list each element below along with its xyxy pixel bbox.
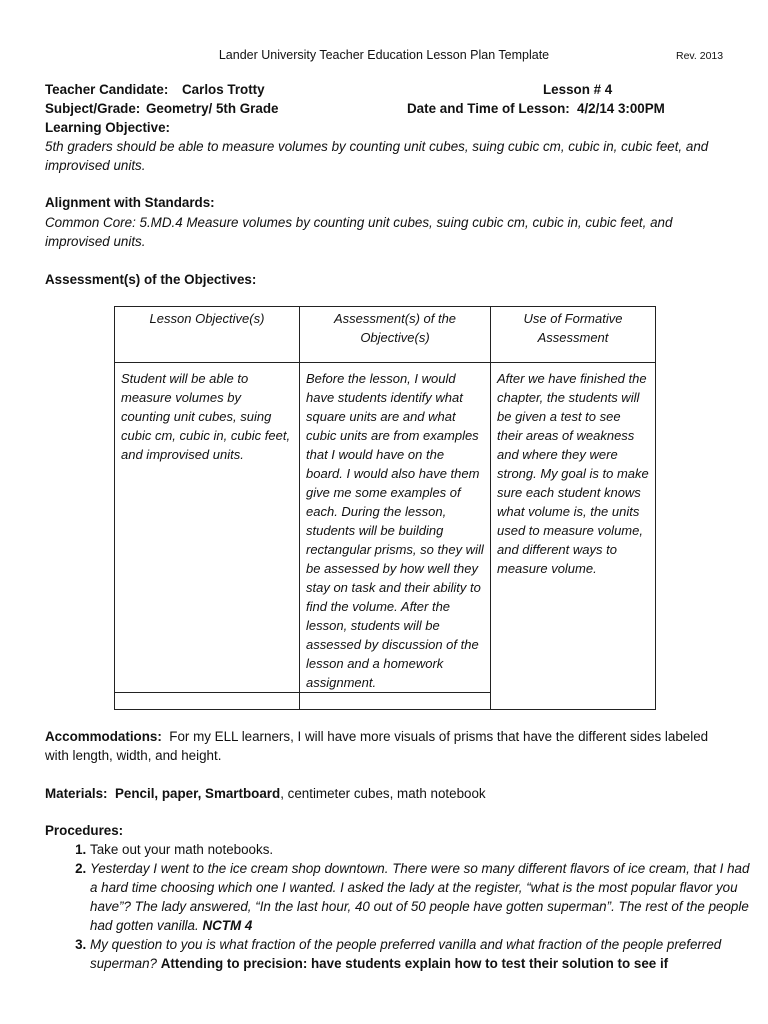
- document-title: Lander University Teacher Education Lesson Plan Template: [218, 48, 550, 62]
- candidate-name: Carlos Trotty: [182, 82, 265, 97]
- procedure-step-2-standard: NCTM 4: [202, 918, 253, 933]
- subject-grade-label: Subject/Grade:: [45, 101, 141, 116]
- table-header-row: [115, 307, 656, 363]
- header-lesson-objective: Lesson Objective(s): [115, 307, 300, 363]
- accommodations-text: For my ELL learners, I will have more visuals of prisms that have the different sides labeled with length, width, and height.: [45, 729, 709, 763]
- assessment-heading: Assessment(s) of the Objectives:: [45, 272, 257, 287]
- materials-text-a: Pencil, paper, Smartboard: [114, 786, 281, 801]
- lesson-number: Lesson # 4: [543, 82, 613, 97]
- procedures-list: [66, 840, 750, 973]
- procedures-heading: Procedures:: [45, 823, 124, 838]
- date-time-value: 4/2/14 3:00PM: [577, 101, 665, 116]
- subject-grade-value: Geometry/ 5th Grade: [146, 101, 279, 116]
- cell-assessment: Before the lesson, I would have students identify what square units are and what cubic units are from examples that I would have on the board. I would also have them give me some examples of each. During the lesson, students will be building rectangular prisms, so they will be assessed by how well they stay on task and their ability to find the volume. After the lesson, students will be assessed by discussion of the lesson and a homework assignment.: [300, 363, 491, 693]
- candidate-label: Teacher Candidate:: [45, 82, 169, 97]
- blank-cell: [300, 693, 491, 710]
- accommodations-label: Accommodations:: [45, 729, 162, 744]
- table-row: [115, 363, 656, 693]
- alignment-heading: Alignment with Standards:: [45, 195, 215, 210]
- cell-formative-use: After we have finished the chapter, the students will be given a test to see their areas of weakness and where they were strong. My goal is to make sure each student knows what volume is, the units used to measure volume, and different ways to measure volume.: [491, 363, 656, 710]
- list-item: [90, 935, 750, 973]
- header-assessment: Assessment(s) of the Objective(s): [300, 307, 491, 363]
- list-item: [90, 859, 750, 935]
- assessment-table: [114, 306, 656, 710]
- procedure-step-1: Take out your math notebooks.: [90, 842, 274, 857]
- cell-lesson-objective: Student will be able to measure volumes by counting unit cubes, suing cubic cm, cubic in, cubic feet, and improvised units.: [115, 363, 300, 693]
- learning-objective-heading: Learning Objective:: [45, 120, 171, 135]
- learning-objective-text: 5th graders should be able to measure volumes by counting unit cubes, suing cubic cm, cubic in, cubic feet, and improvised units.: [45, 139, 709, 173]
- materials-text-b: , centimeter cubes, math notebook: [280, 786, 486, 801]
- alignment-text: Common Core: 5.MD.4 Measure volumes by counting unit cubes, suing cubic cm, cubic in, cubic feet, and improvised units.: [45, 215, 673, 249]
- header-formative-use: Use of Formative Assessment: [491, 307, 656, 363]
- materials-paragraph: [45, 784, 725, 803]
- date-time-label: Date and Time of Lesson:: [407, 101, 570, 116]
- materials-label: Materials:: [45, 786, 108, 801]
- list-item: [90, 840, 750, 859]
- blank-cell: [115, 693, 300, 710]
- accommodations-paragraph: [45, 727, 725, 765]
- procedure-step-3: My question to you is what fraction of the people preferred vanilla and what fraction of the people preferred superman?: [90, 937, 722, 971]
- procedure-step-3-precision: Attending to precision: have students explain how to test their solution to see if: [160, 956, 669, 971]
- procedure-step-2: Yesterday I went to the ice cream shop downtown. There were so many different flavors of ice cream, that I had a hard time choosing which one I wanted. I asked the lady at the register, “what is the most popular flavor you have”? The lady answered, “In the last hour, 40 out of 50 people have gotten superman”. The rest of the people had gotten vanilla.: [90, 861, 750, 933]
- revision-label: Rev. 2013: [676, 50, 724, 62]
